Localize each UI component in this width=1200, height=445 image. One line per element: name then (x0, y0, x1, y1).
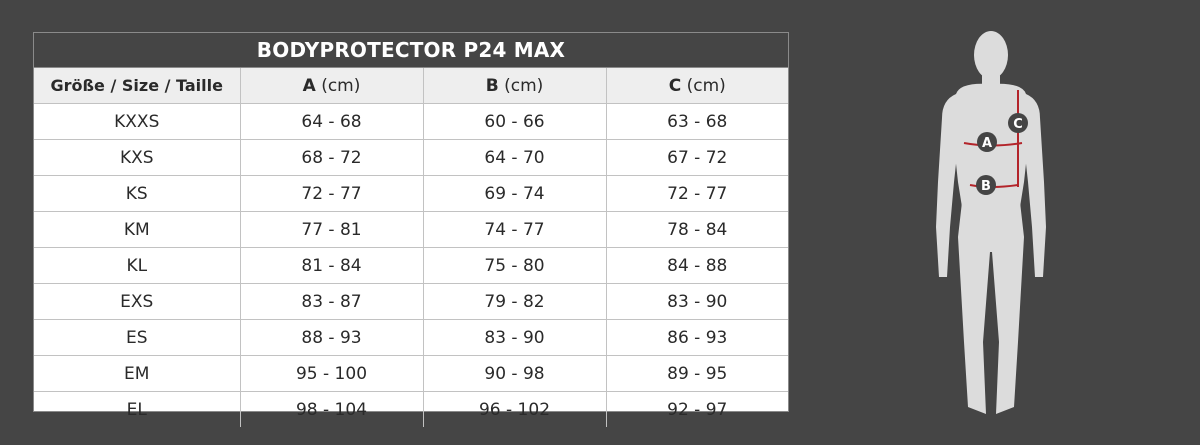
size-cell: ES (34, 320, 240, 356)
table-row (34, 392, 788, 428)
a-column-header: A (cm) (240, 68, 423, 104)
a-cell: 64 - 68 (240, 104, 423, 140)
c-cell: 84 - 88 (606, 248, 788, 284)
a-cell: 98 - 104 (240, 392, 423, 428)
size-cell: KM (34, 212, 240, 248)
a-cell: 83 - 87 (240, 284, 423, 320)
a-cell: 72 - 77 (240, 176, 423, 212)
c-cell: 89 - 95 (606, 356, 788, 392)
table-row (34, 320, 788, 356)
b-column-header: B (cm) (423, 68, 606, 104)
table-row (34, 140, 788, 176)
table-row (34, 248, 788, 284)
c-cell: 78 - 84 (606, 212, 788, 248)
b-cell: 60 - 66 (423, 104, 606, 140)
a-cell: 88 - 93 (240, 320, 423, 356)
size-cell: KL (34, 248, 240, 284)
c-cell: 72 - 77 (606, 176, 788, 212)
marker-c (1008, 113, 1028, 133)
c-column-header: C (cm) (606, 68, 788, 104)
b-cell: 64 - 70 (423, 140, 606, 176)
b-cell: 96 - 102 (423, 392, 606, 428)
a-cell: 68 - 72 (240, 140, 423, 176)
table-row (34, 284, 788, 320)
size-column-header: Größe / Size / Taille (34, 68, 240, 104)
body-silhouette (936, 31, 1046, 414)
b-cell: 83 - 90 (423, 320, 606, 356)
a-cell: 77 - 81 (240, 212, 423, 248)
table-row (34, 176, 788, 212)
svg-text:A: A (981, 136, 993, 151)
b-cell: 69 - 74 (423, 176, 606, 212)
size-cell: EM (34, 356, 240, 392)
svg-text:B: B (981, 179, 991, 194)
size-chart-table (33, 32, 789, 420)
b-cell: 79 - 82 (423, 284, 606, 320)
table-row (34, 356, 788, 392)
c-cell: 83 - 90 (606, 284, 788, 320)
b-cell: 90 - 98 (423, 356, 606, 392)
c-cell: 92 - 97 (667, 399, 728, 420)
size-cell: KXXS (34, 104, 240, 140)
svg-text:C: C (1013, 117, 1023, 132)
size-cell: KS (34, 176, 240, 212)
size-cell: EL (34, 392, 240, 428)
c-cell: 63 - 68 (606, 104, 788, 140)
table-row (34, 212, 788, 248)
table-title: BODYPROTECTOR P24 MAX (34, 33, 788, 68)
size-cell: EXS (34, 284, 240, 320)
a-cell: 95 - 100 (240, 356, 423, 392)
table-row (34, 104, 788, 140)
body-measurement-figure (920, 22, 1060, 422)
header-row (34, 68, 788, 104)
b-cell: 75 - 80 (423, 248, 606, 284)
marker-a (977, 132, 997, 152)
b-cell: 74 - 77 (423, 212, 606, 248)
c-cell: 86 - 93 (606, 320, 788, 356)
a-cell: 81 - 84 (240, 248, 423, 284)
marker-b (976, 175, 996, 195)
c-cell: 67 - 72 (606, 140, 788, 176)
size-cell: KXS (34, 140, 240, 176)
